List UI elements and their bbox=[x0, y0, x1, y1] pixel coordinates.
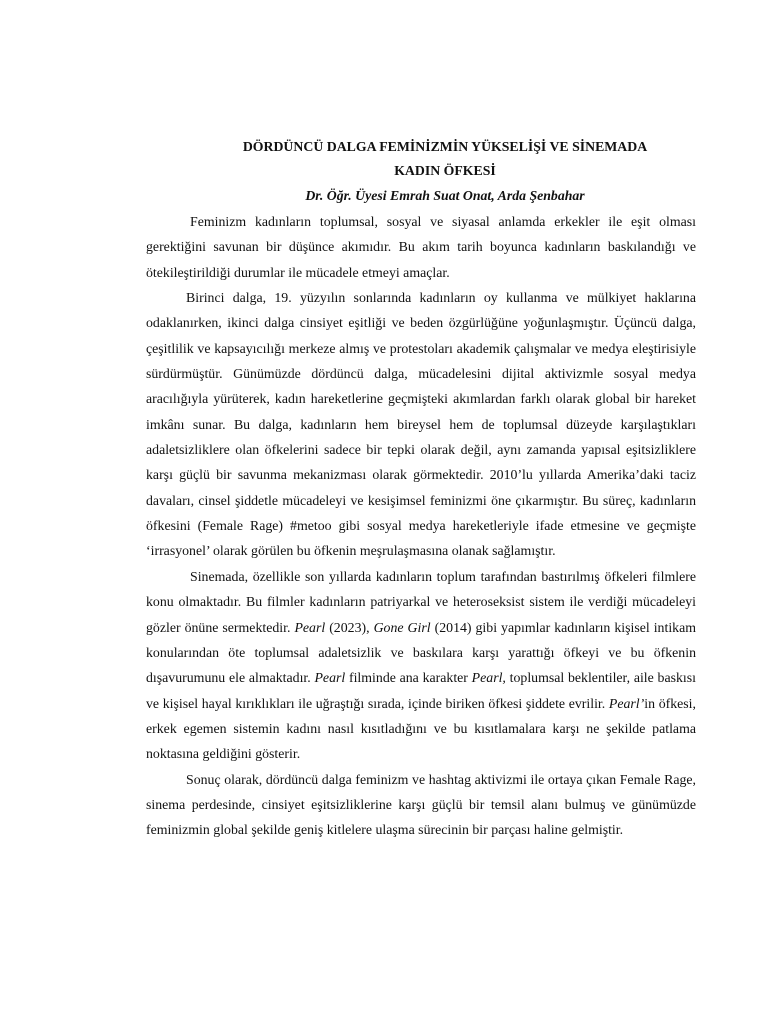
page-title-line-1: DÖRDÜNCÜ DALGA FEMİNİZMİN YÜKSELİŞİ VE SİNEMADA bbox=[242, 139, 648, 154]
film-title-pearl: Pearl bbox=[294, 619, 326, 635]
article-body bbox=[146, 209, 696, 843]
paragraph-conclusion: Sonuç olarak, dördüncü dalga feminizm ve hashtag aktivizmi ile ortaya çıkan Female Rage, sinema perdesinde, cinsiyet eşitsizliklerine karşı güçlü bir temsil alanı bulmuş ve günümüzde feminizmin global şekilde geniş kitlelere ulaşma sürecinin bir parçası haline gelmiştir. bbox=[146, 771, 696, 838]
paragraph-cinema-text-b: (2023), bbox=[325, 619, 374, 635]
author-line: Dr. Öğr. Üyesi Emrah Suat Onat, Arda Şenbahar bbox=[305, 188, 585, 203]
film-title-gone-girl: Gone Girl bbox=[373, 619, 431, 635]
paragraph-cinema-text-f: in öfkesi, erkek egemen sistemin kadını nasıl kısıtladığını ve bu kısıtlamalara karşı ne şekilde patlama noktasına geldiğini gösterir. bbox=[146, 695, 696, 762]
paragraph-cinema-text-a: Sinemada, özellikle son yıllarda kadınların toplum tarafından bastırılmış öfkeleri filmlere konu olmaktadır. Bu filmler kadınların patriyarkal ve heteroseksist sistem ile verdiği mücadeleyi gözler önüne sermektedir. bbox=[146, 568, 696, 635]
paragraph-waves: Birinci dalga, 19. yüzyılın sonlarında kadınların oy kullanma ve mülkiyet haklarına odaklanırken, ikinci dalga cinsiyet eşitliği ve beden özgürlüğüne yoğunlaşmıştır. Üçüncü dalga, çeşitlilik ve kapsayıcılığı merkeze almış ve protestoları akademik çalışmalar ve medya eleştirisiyle sürdürmüştür. Günümüzde dördüncü dalga, mücadelesini dijital aktivizmle sosyal medya aracılığıyla yürüterek, kadın hareketlerine geçmişteki akımlardan farklı olarak global bir hareket imkânı sunar. Bu dalga, kadınların hem bireysel hem de toplumsal düzeyde karşılaştıkları adaletsizliklere olan öfkelerini sadece bir tepki olarak değil, aynı zamanda yapısal eşitsizliklere karşı güçlü bir savunma mekanizması olarak görmektedir. 2010’lu yıllarda Amerika’daki taciz davaları, cinsel şiddetle mücadeleyi ve kesişimsel feminizmi öne çıkarmıştır. Bu süreç, kadınların öfkesini (Female Rage) #metoo gibi sosyal medya hareketleriyle ifade etmesine ve geçmişte ‘irrasyonel’ olarak görülen bu öfkenin meşrulaşmasına olanak sağlamıştır. bbox=[146, 290, 696, 559]
film-title-pearl: Pearl bbox=[314, 670, 346, 686]
character-name-pearl: Pearl, bbox=[471, 670, 506, 686]
character-name-pearl: Pearl’ bbox=[608, 695, 645, 711]
paragraph-intro: Feminizm kadınların toplumsal, sosyal ve siyasal anlamda erkekler ile eşit olması gerektiğini savunan bir düşünce akımıdır. Bu akım tarih boyunca kadınların baskılandığı ve ötekileştirildiği durumlar ile mücadele etmeyi amaçlar. bbox=[146, 214, 696, 280]
paragraph-cinema-text-c: (2014) gibi yapımlar kadınların kişisel intikam konularından öte toplumsal adaletsizlik ve baskılara karşı yarattığı öfkeyi ve bu öfkenin dışavurumunu ele almaktadır. bbox=[146, 619, 697, 686]
paragraph-cinema-text-e: toplumsal beklentiler, aile baskısı ve kişisel hayal kırıklıkları ile uğraştığı sırada, içinde biriken öfkesi şiddete evrilir. bbox=[146, 670, 696, 711]
paragraph-cinema bbox=[146, 564, 696, 767]
paragraph-cinema-text-d: filminde ana karakter bbox=[345, 670, 472, 686]
page-title-line-2: KADIN ÖFKESİ bbox=[394, 163, 496, 178]
